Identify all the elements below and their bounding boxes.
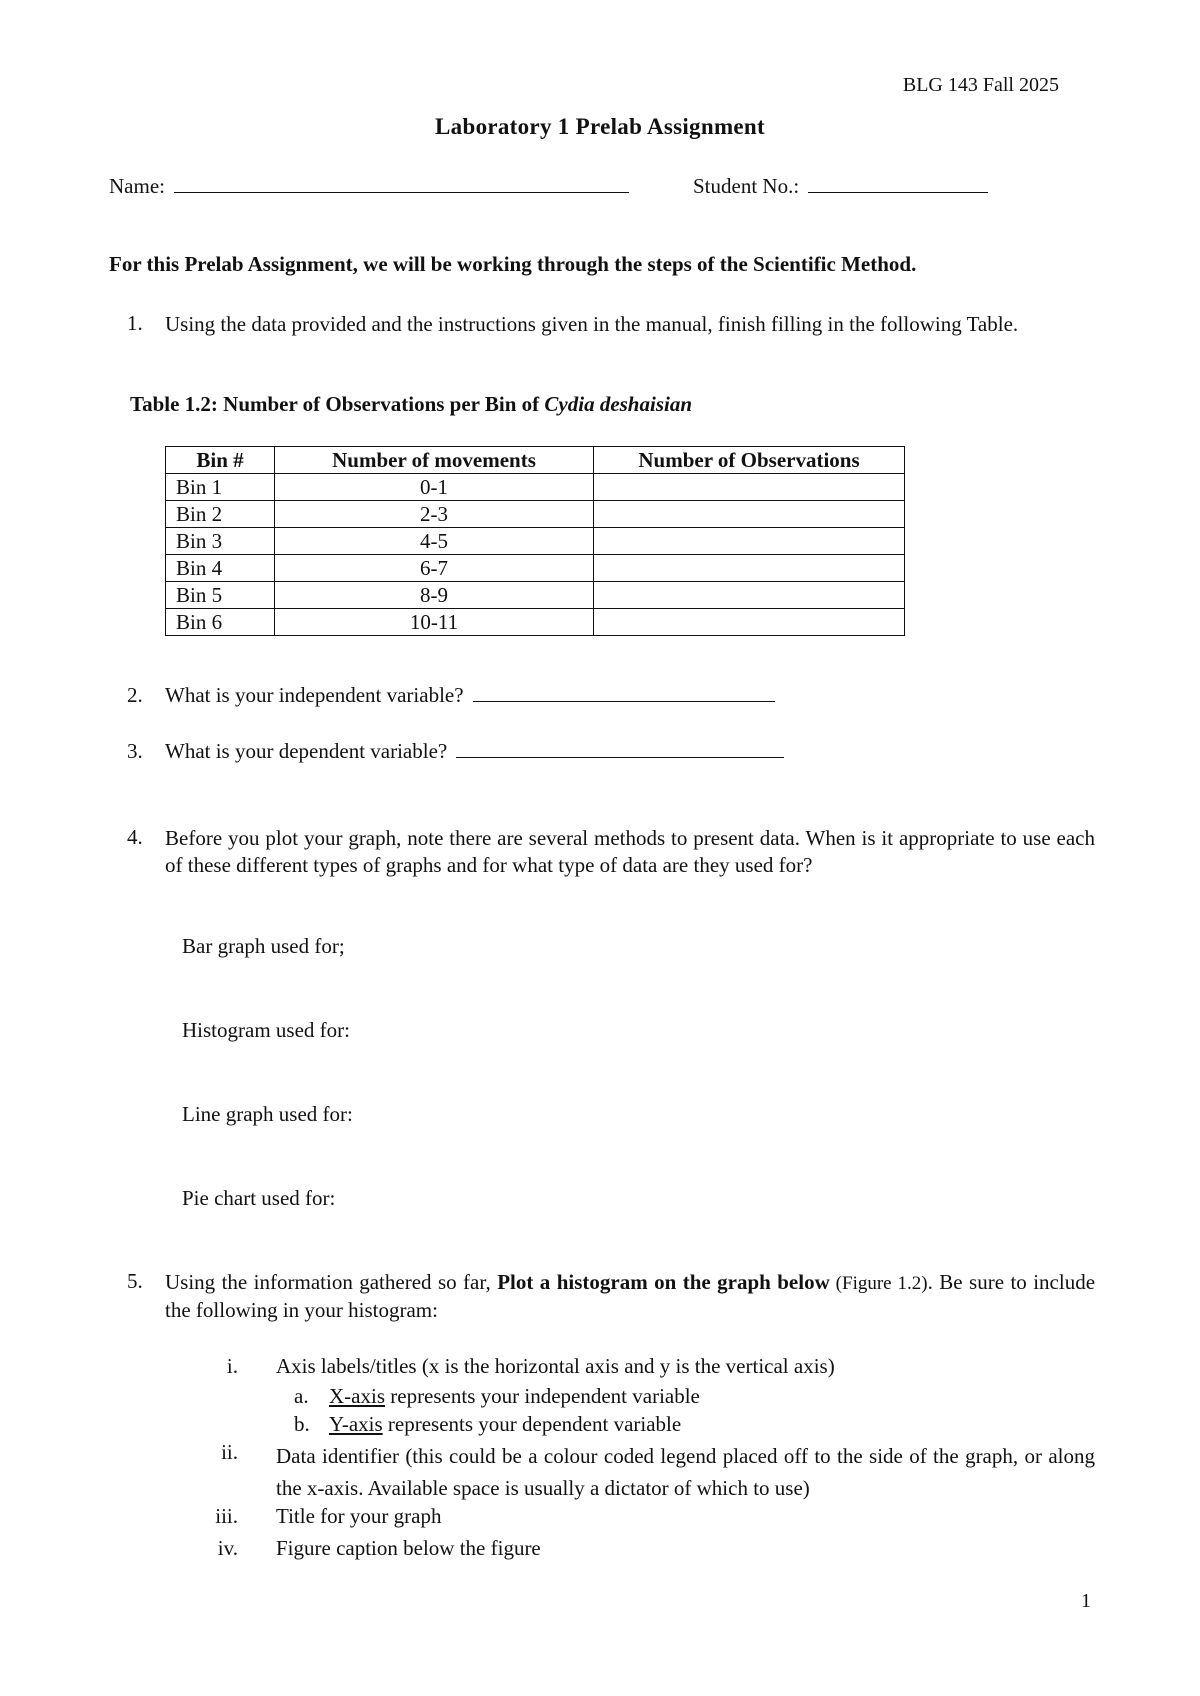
item-iv-text: Figure caption below the figure [276, 1536, 541, 1560]
q2-number: 2. [127, 683, 143, 707]
item-a-rest: represents your independent variable [385, 1384, 700, 1408]
movements-cell: 4-5 [275, 528, 594, 555]
q5-text [165, 1269, 1095, 1324]
q4-number: 4. [127, 825, 143, 849]
q2-text: What is your independent variable? [165, 683, 464, 707]
table-header-row [166, 447, 905, 474]
bin-cell: Bin 5 [166, 582, 275, 609]
table-row [166, 582, 905, 609]
q1-text: Using the data provided and the instructions given in the manual, finish filling in the following Table. [165, 312, 1019, 336]
table-row [166, 474, 905, 501]
item-ii-text: Data identifier (this could be a colour coded legend placed off to the side of the graph, or along the x-axis. Available space is usually a dictator of which to use) [276, 1444, 1095, 1500]
bin-cell: Bin 1 [166, 474, 275, 501]
q5-text-end: . Be sure to include the following in your histogram: [165, 1270, 1096, 1322]
q5-figure-ref: (Figure 1.2) [829, 1273, 928, 1294]
bins-table [165, 446, 905, 636]
observations-cell[interactable] [594, 609, 905, 636]
q3-text: What is your dependent variable? [165, 739, 448, 763]
intro-statement: For this Prelab Assignment, we will be working through the steps of the Scientific Method. [109, 252, 917, 276]
table-row [166, 501, 905, 528]
q2-row [165, 683, 775, 708]
observations-cell[interactable] [594, 582, 905, 609]
item-b-rest: represents your dependent variable [382, 1412, 682, 1436]
header-bin: Bin # [166, 447, 275, 474]
course-header: BLG 143 Fall 2025 [902, 74, 1059, 96]
q4-text: Before you plot your graph, note there are several methods to present data. When is it appropriate to use each of these different types of graphs and for what type of data are they used for? [165, 826, 1095, 877]
observations-cell[interactable] [594, 555, 905, 582]
header-movements: Number of movements [275, 447, 594, 474]
observations-cell[interactable] [594, 528, 905, 555]
histogram-prompt: Histogram used for: [182, 1018, 350, 1042]
table-row [166, 555, 905, 582]
item-iv-number: iv. [217, 1536, 238, 1560]
observations-cell[interactable] [594, 474, 905, 501]
q3-row [165, 739, 784, 764]
student-number-blank-line [808, 190, 988, 193]
item-i-text: Axis labels/titles (x is the horizontal axis and y is the vertical axis) [276, 1354, 835, 1378]
movements-cell: 10-11 [275, 609, 594, 636]
name-field-row [109, 174, 629, 199]
observations-cell[interactable] [594, 501, 905, 528]
item-iii-number: iii. [215, 1504, 238, 1528]
q3-answer-line[interactable] [456, 755, 784, 758]
movements-cell: 0-1 [275, 474, 594, 501]
item-a-number: a. [294, 1384, 309, 1408]
item-a-text [329, 1384, 700, 1409]
bin-cell: Bin 6 [166, 609, 275, 636]
table-row [166, 528, 905, 555]
bin-cell: Bin 3 [166, 528, 275, 555]
movements-cell: 2-3 [275, 501, 594, 528]
item-ii-number: ii. [221, 1440, 238, 1464]
q5-text-bold: Plot a histogram on the graph below [497, 1270, 830, 1294]
q5-text-start: Using the information gathered so far, [165, 1270, 498, 1294]
item-i-number: i. [226, 1354, 238, 1378]
movements-cell: 6-7 [275, 555, 594, 582]
y-axis-term: Y-axis [329, 1412, 383, 1436]
x-axis-term: X-axis [329, 1384, 385, 1408]
table-row [166, 609, 905, 636]
item-b-number: b. [294, 1412, 310, 1436]
name-blank-line [174, 190, 629, 193]
item-iii-text: Title for your graph [276, 1504, 442, 1528]
q1-number: 1. [127, 311, 143, 335]
item-b-text [329, 1412, 681, 1437]
header-observations: Number of Observations [594, 447, 905, 474]
q2-answer-line[interactable] [473, 699, 775, 702]
page-title: Laboratory 1 Prelab Assignment [435, 114, 765, 139]
movements-cell: 8-9 [275, 582, 594, 609]
pie-chart-prompt: Pie chart used for: [182, 1186, 336, 1210]
page-number: 1 [1081, 1590, 1091, 1612]
bin-cell: Bin 2 [166, 501, 275, 528]
student-number-label: Student No.: [693, 174, 800, 198]
bar-graph-prompt: Bar graph used for; [182, 934, 345, 958]
table-caption-label: Table 1.2: Number of Observations per Bin of [130, 392, 545, 416]
table-caption [130, 392, 692, 417]
table-caption-species: Cydia deshaisian [544, 392, 693, 416]
line-graph-prompt: Line graph used for: [182, 1102, 353, 1126]
name-label: Name: [109, 174, 165, 198]
q5-number: 5. [127, 1269, 143, 1293]
q3-number: 3. [127, 739, 143, 763]
student-number-row [693, 174, 988, 199]
bin-cell: Bin 4 [166, 555, 275, 582]
